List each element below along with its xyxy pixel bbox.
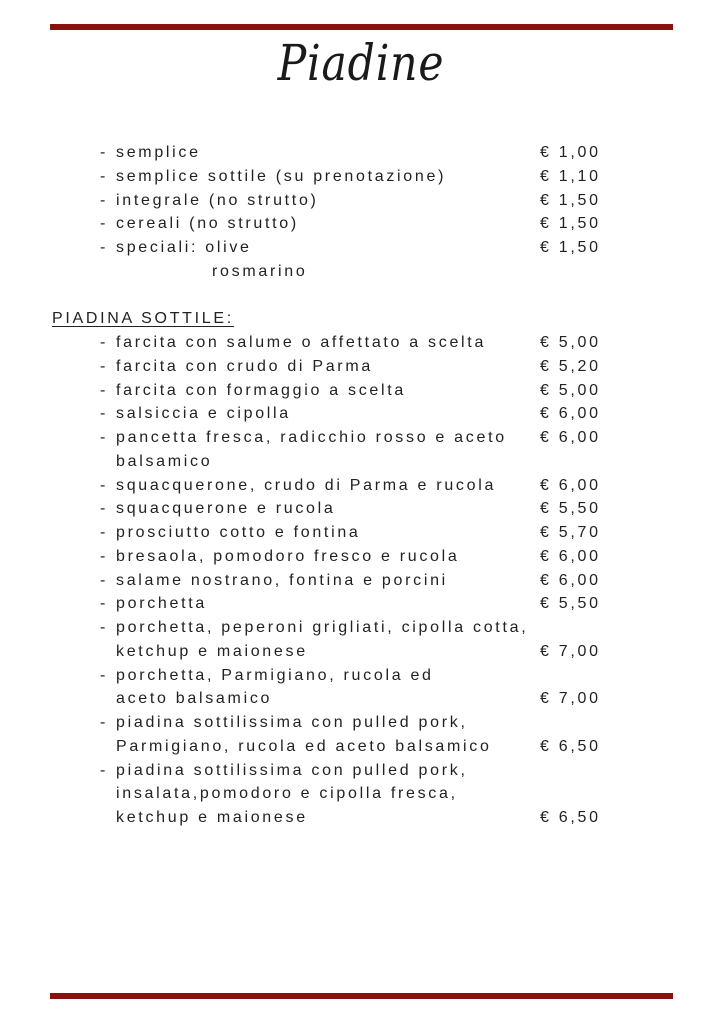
menu-line	[0, 616, 722, 640]
menu-line	[0, 236, 722, 260]
menu-line	[0, 497, 722, 521]
item-price: € 7,00	[540, 642, 601, 660]
item-name: ketchup e maionese	[116, 809, 308, 826]
bullet-dash: -	[100, 357, 109, 375]
menu-line	[0, 402, 722, 426]
item-price: € 1,50	[540, 191, 601, 209]
top-accent-bar	[50, 24, 673, 30]
item-name: insalata,pomodoro e cipolla fresca,	[116, 785, 458, 803]
bullet-dash: -	[100, 167, 109, 185]
bullet-dash: -	[100, 429, 109, 446]
bullet-dash: -	[100, 476, 109, 494]
menu-line	[0, 782, 722, 806]
item-name: piadina sottilissima con pulled pork,	[116, 714, 468, 731]
item-price: € 6,00	[540, 547, 601, 565]
menu-line	[0, 189, 722, 213]
menu-line	[0, 687, 722, 711]
item-price: € 1,50	[540, 215, 601, 233]
menu-line	[0, 640, 722, 664]
bullet-dash: -	[100, 595, 109, 613]
item-name: semplice sottile (su prenotazione)	[116, 167, 447, 185]
item-name: semplice	[116, 144, 201, 161]
menu-line	[0, 307, 722, 331]
menu-line	[0, 212, 722, 236]
menu-list	[0, 141, 722, 830]
bullet-dash: -	[100, 144, 109, 161]
item-price: € 5,00	[540, 381, 601, 399]
bullet-dash: -	[100, 215, 109, 233]
bullet-dash: -	[100, 761, 109, 779]
bullet-dash: -	[100, 571, 109, 589]
item-name: porchetta, Parmigiano, rucola ed	[116, 666, 434, 684]
item-name: farcita con salume o affettato a scelta	[116, 334, 487, 351]
menu-line	[0, 806, 722, 830]
item-name-extra: rosmarino	[212, 262, 308, 280]
bullet-dash: -	[100, 619, 109, 636]
item-name: balsamico	[116, 452, 213, 470]
menu-line	[0, 141, 722, 165]
item-name: salame nostrano, fontina e porcini	[116, 571, 448, 589]
bullet-dash: -	[100, 191, 109, 209]
item-price: € 5,20	[540, 357, 601, 375]
item-price: € 6,00	[540, 429, 601, 446]
page-title: Piadine	[277, 34, 445, 92]
menu-line	[0, 592, 722, 616]
item-price: € 5,50	[540, 500, 601, 518]
bullet-dash: -	[100, 381, 109, 399]
item-name: farcita con crudo di Parma	[116, 357, 373, 375]
item-name: speciali: olive	[116, 239, 252, 256]
menu-line	[0, 165, 722, 189]
item-name: ketchup e maionese	[116, 642, 308, 660]
menu-line	[0, 379, 722, 403]
item-name: piadina sottilissima con pulled pork,	[116, 761, 468, 779]
menu-line	[0, 331, 722, 355]
item-name: bresaola, pomodoro fresco e rucola	[116, 547, 460, 565]
item-price: € 6,50	[540, 737, 601, 755]
item-price: € 5,70	[540, 524, 601, 541]
bullet-dash: -	[100, 334, 109, 351]
item-name: porchetta, peperoni grigliati, cipolla cotta,	[116, 619, 529, 636]
item-price: € 1,00	[540, 144, 601, 161]
item-name: prosciutto cotto e fontina	[116, 524, 361, 541]
item-price: € 5,00	[540, 334, 601, 351]
bullet-dash: -	[100, 405, 109, 423]
item-name: squacquerone e rucola	[116, 500, 336, 518]
item-name: integrale (no strutto)	[116, 191, 319, 209]
bottom-accent-bar	[50, 993, 673, 999]
menu-line	[0, 759, 722, 783]
bullet-dash: -	[100, 714, 109, 731]
menu-line	[0, 664, 722, 688]
menu-line	[0, 735, 722, 759]
menu-line	[0, 474, 722, 498]
item-name: porchetta	[116, 595, 208, 613]
menu-line	[0, 426, 722, 450]
section-heading: PIADINA SOTTILE:	[52, 310, 234, 328]
item-name: salsiccia e cipolla	[116, 405, 291, 423]
menu-line	[0, 545, 722, 569]
menu-line	[0, 569, 722, 593]
item-price: € 6,50	[540, 809, 601, 826]
item-name: farcita con formaggio a scelta	[116, 381, 406, 399]
item-price: € 6,00	[540, 571, 601, 589]
item-price: € 5,50	[540, 595, 601, 613]
bullet-dash: -	[100, 547, 109, 565]
item-price: € 1,50	[540, 239, 601, 256]
item-price: € 6,00	[540, 476, 601, 494]
menu-line	[0, 284, 722, 308]
item-name: pancetta fresca, radicchio rosso e aceto	[116, 429, 507, 446]
item-name: cereali (no strutto)	[116, 215, 299, 233]
menu-line	[0, 260, 722, 284]
bullet-dash: -	[100, 666, 109, 684]
menu-line	[0, 521, 722, 545]
menu-line	[0, 450, 722, 474]
bullet-dash: -	[100, 500, 109, 518]
item-name: Parmigiano, rucola ed aceto balsamico	[116, 737, 492, 755]
item-price: € 6,00	[540, 405, 601, 423]
bullet-dash: -	[100, 524, 109, 541]
bullet-dash: -	[100, 239, 109, 256]
item-name: squacquerone, crudo di Parma e rucola	[116, 476, 497, 494]
item-price: € 7,00	[540, 690, 601, 708]
menu-line	[0, 711, 722, 735]
item-name: aceto balsamico	[116, 690, 273, 708]
menu-line	[0, 355, 722, 379]
item-price: € 1,10	[540, 167, 601, 185]
